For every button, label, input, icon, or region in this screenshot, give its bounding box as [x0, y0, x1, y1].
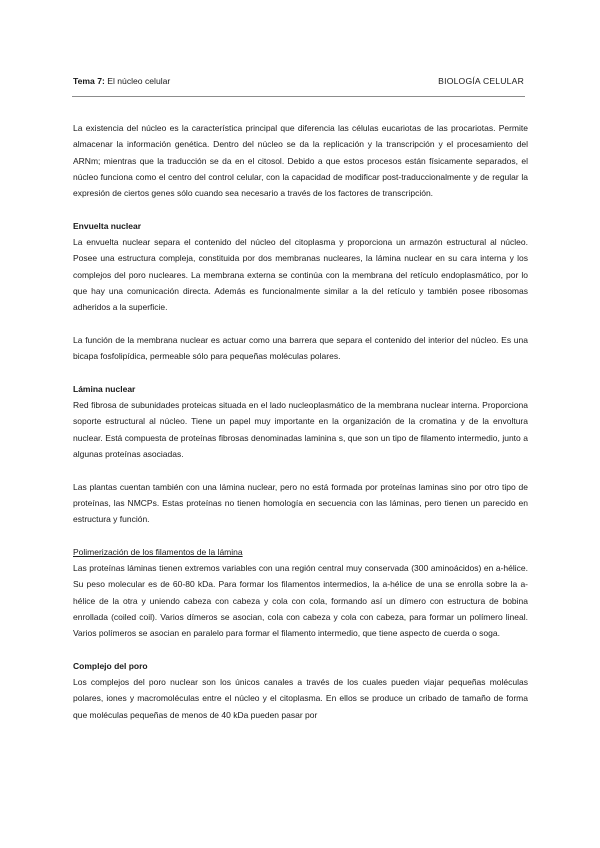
page-header — [73, 76, 524, 86]
section-heading-envoltura: Envuelta nuclear — [73, 220, 142, 231]
document-body — [73, 120, 528, 723]
subsection-heading-polimerizacion: Polimerización de los filamentos de la lámina — [73, 546, 243, 557]
header-divider — [72, 96, 525, 97]
header-title-rest: El núcleo celular — [104, 76, 171, 86]
header-title — [73, 76, 170, 86]
envoltura-paragraph-2: La función de la membrana nuclear es actuar como una barrera que separa el contenido del interior del núcleo. Es una bicapa fosfolipídica, permeable sólo para pequeñas moléculas polares. — [73, 334, 528, 362]
envoltura-paragraph-1: La envuelta nuclear separa el contenido del núcleo del citoplasma y proporciona un armazón estructural al núcleo. Posee una estructura compleja, constituida por dos membranas nucleares, la lámina nuclear en su cara interna y los complejos del poro nucleares. La membrana externa se continúa con la membrana del retículo endoplasmático, por lo que hay una comunicación directa. Además es funcionalmente similar a la del retículo y también posee ribosomas adheridos a la superficie. — [73, 237, 528, 313]
section-heading-lamina: Lámina nuclear — [73, 383, 136, 394]
header-title-prefix: Tema 7: — [73, 76, 105, 86]
lamina-paragraph-2: Las plantas cuentan también con una lámina nuclear, pero no está formada por proteínas laminas sino por otro tipo de proteínas, las NMCPs. Estas proteínas no tienen homología en secuencia con las láminas, pero tienen un parecido en estructura y función. — [73, 481, 528, 525]
poro-paragraph: Los complejos del poro nuclear son los únicos canales a través de los cuales pueden viajar pequeñas moléculas polares, iones y macromoléculas entre el núcleo y el citoplasma. En ellos se produce un cribado de tamaño de forma que moléculas pequeñas de menos de 40 kDa pueden pasar por — [73, 677, 528, 720]
intro-paragraph: La existencia del núcleo es la característica principal que diferencia las células eucariotas de las procariotas. Permite almacenar la información genética. Dentro del núcleo se da la replicación y la transcripción y el procesamiento del ARNm; mientras que la traducción se da en el citosol. Debido a que estos procesos están físicamente separados, el núcleo funciona como el centro del control celular, con la capacidad de modificar post-traduccionalmente y de regular la expresión de ciertos genes sólo cuando sea necesario a través de los factores de transcripción. — [73, 123, 528, 199]
lamina-paragraph-1: Red fibrosa de subunidades proteicas situada en el lado nucleoplasmático de la membrana nuclear interna. Proporciona soporte estructural al núcleo. Tiene un papel muy importante en la organización de la cromatina y de la envoltura nuclear. Está compuesta de proteínas fibrosas denominadas laminina s, que son un tipo de filamento intermedio, junto a algunas proteínas asociadas. — [73, 400, 528, 459]
polimerizacion-paragraph: Las proteínas láminas tienen extremos variables con una región central muy conservada (300 aminoácidos) en a-hélice. Su peso molecular es de 60-80 kDa. Para formar los filamentos intermedios, la a-hélice de una se enrolla sobre la a-hélice de la otra y uniendo cabeza con cabeza y cola con cola, formando así un dímero con estructura de bobina enrollada (coiled coil). Varios dímeros se asocian, cola con cabeza y cola con cabeza, para formar un polímero lineal. Varios polímeros se asocian en paralelo para formar el filamento intermedio, que tiene aspecto de cuerda o soga. — [73, 563, 528, 639]
header-subject: BIOLOGÍA CELULAR — [438, 76, 524, 86]
section-heading-poro: Complejo del poro — [73, 660, 148, 671]
